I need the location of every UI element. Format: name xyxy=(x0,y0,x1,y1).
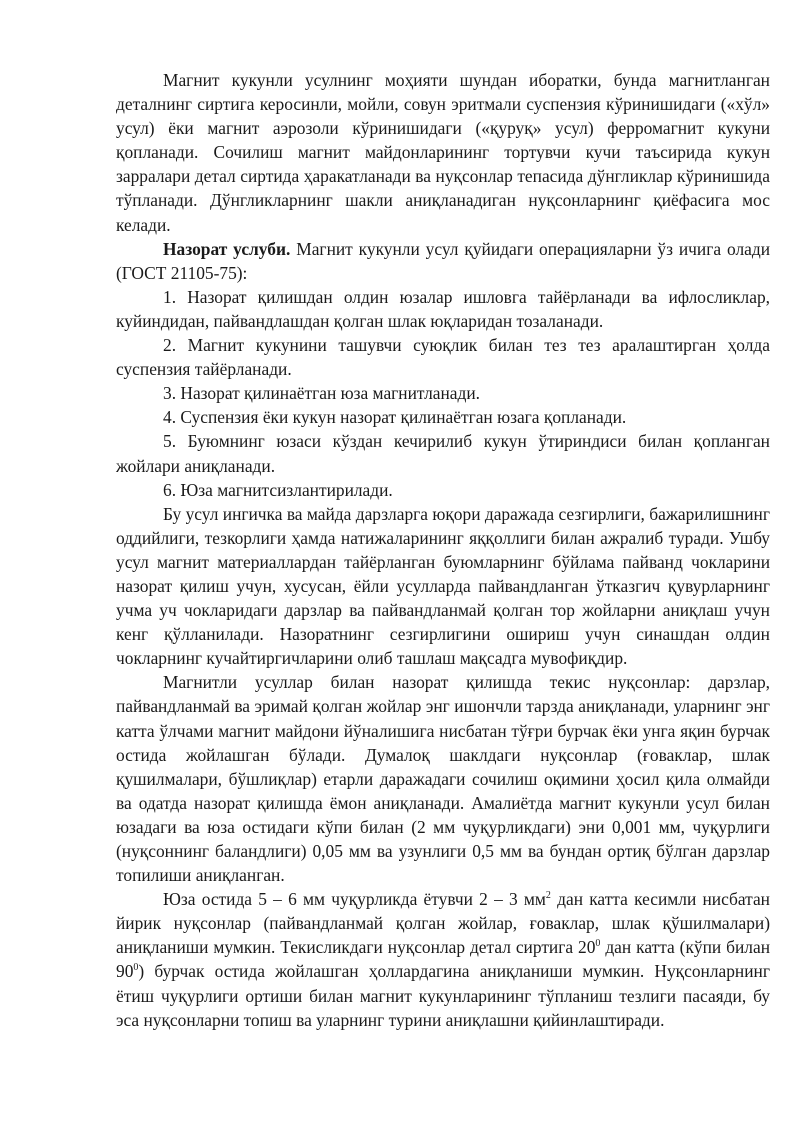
subsurface-text-d: ) бурчак остида жойлашган ҳоллардагина аниқланиши мумкин. Нуқсонларнинг ётиш чуқурлиги ортиши билан магнит кукунларининг тўпланиш тезлиги пасаяди, бу эса нуқсонларни топиш ва уларнинг турини аниқлашни қийинлаштиради. xyxy=(116,961,770,1030)
step-1: 1. Назорат қилишдан олдин юзалар ишловга тайёрланади ва ифлосликлар, куйиндидан, пайвандлашдан қолган шлак юқларидан тозаланади. xyxy=(116,286,770,331)
step-4: 4. Суспензия ёки кукун назорат қилинаётган юзага қопланади. xyxy=(163,407,627,428)
superscript-square: 2 xyxy=(545,890,551,902)
step-6: 6. Юза магнитсизлантирилади. xyxy=(163,479,393,500)
paragraph-method-sensitivity: Бу усул ингичка ва майда дарзларга юқори даражада сезгирлиги, бажарилишнинг оддийлиги, тезкорлиги ҳамда натижаларининг яққоллиги билан ажралиб туради. Ушбу усул магнит материаллардан тайёрланган буюмларнинг бўйлама пайванд чокларини назорат қилиш учун, хусусан, ёйли усулларда пайвандланган ўтказгич қувурларнинг учма уч чокларидаги дарзлар ва пайвандланмай қолган тор жойларни аниқлаш учун кенг қўлланилади. Назоратнинг сезгирлигини ошириш учун синашдан олдин чокларнинг кучайтиргичларини олиб ташлаш мақсадга мувофиқдир. xyxy=(116,503,770,669)
subsurface-text-b: дан катта кесимли нисбатан йирик нуқсонлар (пайвандланмай қолган жойлар, ғоваклар, шлак қўшилмалари) аниқланиши мумкин. Текисликдаги нуқсонлар детал сиртига 20 xyxy=(116,889,770,958)
document-body xyxy=(116,68,770,1032)
paragraph-control-method xyxy=(116,237,770,285)
step-5: 5. Буюмнинг юзаси кўздан кечирилиб кукун ўтириндиси билан қопланган жойлари аниқланади. xyxy=(116,431,770,476)
superscript-degree-1: 0 xyxy=(595,938,601,950)
subsurface-text-c: дан катта (кўпи билан 90 xyxy=(116,937,771,982)
step-3: 3. Назорат қилинаётган юза магнитланади. xyxy=(163,383,481,404)
paragraph-magnetic-powder-essence: Магнит кукунли усулнинг моҳияти шундан иборатки, бунда магнитланган деталнинг сиртига керосинли, мойли, совун эритмали суспензия кўринишидаги («хўл» усул) ёки магнит аэрозоли кўринишидаги («қуруқ» усул) ферромагнит кукуни қопланади. Сочилиш магнит майдонларининг тортувчи кучи таъсирида кукун зарралари детал сиртида ҳаракатланади ва нуқсонлар тепасида дўнгликлар кўринишида тўпланади. Дўнгликларнинг шакли аниқланадиган нуқсонларнинг қиёфасига мос келади. xyxy=(116,70,770,235)
control-method-intro: Магнит кукунли усул қуйидаги операцияларни ўз ичига олади (ГОСТ 21105-75): xyxy=(116,238,771,283)
paragraph-subsurface-defects xyxy=(116,887,770,1032)
subsurface-text-a: Юза остида 5 – 6 мм чуқурликда ётувчи 2 – 3 мм xyxy=(163,889,546,910)
paragraph-flat-defects: Магнитли усуллар билан назорат қилишда текис нуқсонлар: дарзлар, пайвандланмай ва эримай қолган жойлар энг ишончли тарзда аниқланади, уларнинг энг катта ўлчами магнит майдони йўналишига нисбатан тўғри бурчак ёки унга яқин бурчак остида жойлашган бўлади. Думалоқ шаклдаги нуқсонлар (ғоваклар, шлак қушилмалари, бўшлиқлар) етарли даражадаги сочилиш оқимини ҳосил қила олмайди ва одатда назорат қилишда ёмон аниқланади. Амалиётда магнит кукунли усул билан юзадаги ва юза остидаги кўпи билан (2 мм чуқурликдаги) эни 0,001 мм, чуқурлиги (нуқсоннинг баландлиги) 0,05 мм ва узунлиги 0,5 мм ва бундан ортиқ бўлган дарзлар топилиши аниқланган. xyxy=(116,672,770,886)
step-2: 2. Магнит кукунини ташувчи суюқлик билан тез тез аралаштирган ҳолда суспензия тайёрланади. xyxy=(116,335,770,380)
superscript-degree-2: 0 xyxy=(133,962,139,974)
section-heading-control-method: Назорат услуби. xyxy=(163,238,291,259)
